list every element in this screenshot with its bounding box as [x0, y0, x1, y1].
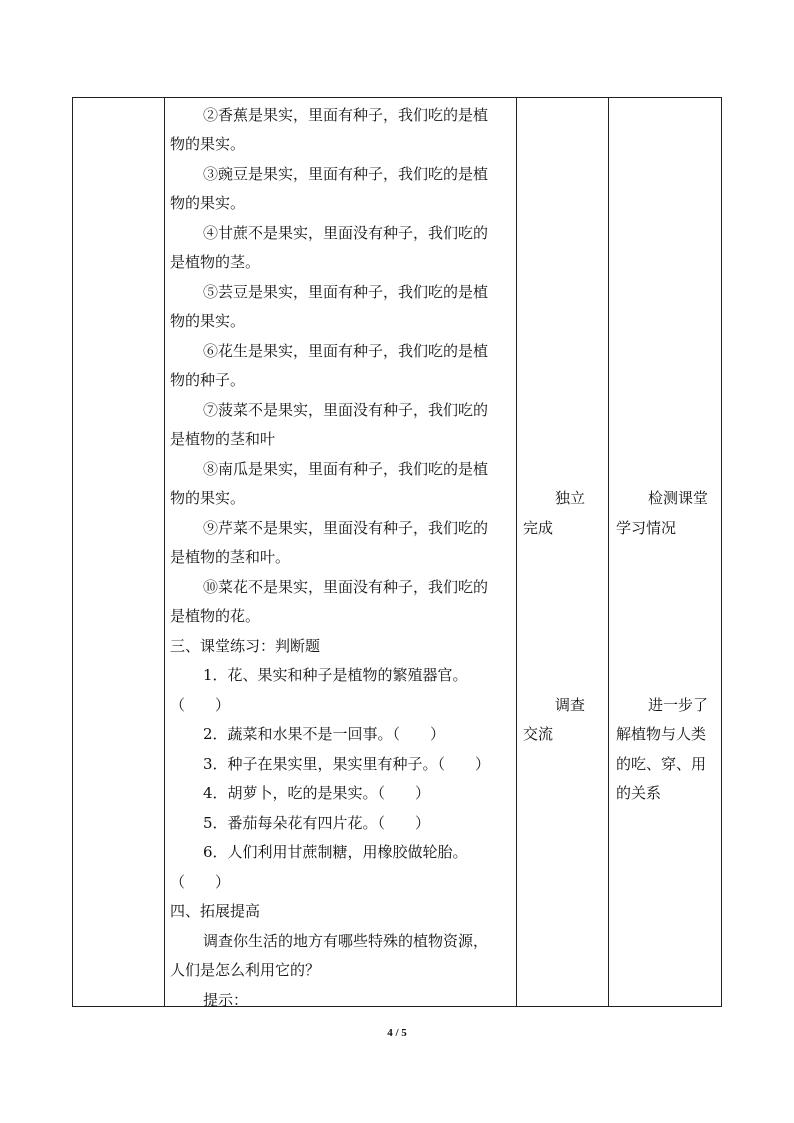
content-line: 人们是怎么利用它的？ [170, 961, 321, 979]
content-line: ③豌豆是果实，里面有种子，我们吃的是植 [203, 165, 489, 183]
content-line: 是植物的茎和叶 [170, 430, 276, 448]
content-line: ⑦菠菜不是果实，里面没有种子，我们吃的 [203, 401, 489, 419]
intent-text: 检测课堂 [648, 489, 709, 507]
content-line: 物的果实。 [170, 194, 246, 212]
intent-text: 解植物与人类 [616, 725, 707, 743]
exercise-blank: （ ） [170, 696, 231, 714]
content-line: ⑥花生是果实，里面有种子，我们吃的是植 [203, 342, 489, 360]
exercise-item: 3．种子在果实里，果实里有种子。（ ） [203, 755, 491, 773]
activity-text: 独立 [555, 489, 586, 507]
activity-text: 交流 [523, 725, 554, 743]
activity-text: 完成 [523, 519, 554, 537]
content-line: ⑧南瓜是果实，里面有种子，我们吃的是植 [203, 460, 489, 478]
section-heading: 四、拓展提高 [170, 902, 261, 920]
content-line: ②香蕉是果实，里面有种子，我们吃的是植 [203, 106, 489, 124]
exercise-item: 6．人们利用甘蔗制糖，用橡胶做轮胎。 [203, 843, 468, 861]
column-divider [164, 98, 165, 1006]
content-line: 物的种子。 [170, 371, 246, 389]
column-divider [608, 98, 609, 1006]
activity-text: 调查 [555, 696, 586, 714]
section-heading: 三、课堂练习：判断题 [170, 637, 321, 655]
content-line: 是植物的花。 [170, 607, 261, 625]
exercise-item: 1．花、果实和种子是植物的繁殖器官。 [203, 666, 468, 684]
exercise-item: 4．胡萝卜，吃的是果实。（ ） [203, 784, 431, 802]
content-line: 是植物的茎。 [170, 253, 261, 271]
content-line: ④甘蔗不是果实，里面没有种子，我们吃的 [203, 224, 489, 242]
exercise-item: 5．番茄每朵花有四片花。（ ） [203, 814, 431, 832]
intent-text: 的关系 [616, 784, 662, 802]
content-line: ⑨芹菜不是果实，里面没有种子，我们吃的 [203, 519, 489, 537]
content-line: 物的果实。 [170, 312, 246, 330]
column-divider [516, 98, 517, 1006]
content-line: 提示： [203, 991, 249, 1009]
content-line: 物的果实。 [170, 489, 246, 507]
content-line: 调查你生活的地方有哪些特殊的植物资源， [203, 932, 489, 950]
content-line: ⑤芸豆是果实，里面有种子，我们吃的是植 [203, 283, 489, 301]
intent-text: 进一步了 [648, 696, 709, 714]
content-line: 物的果实。 [170, 135, 246, 153]
content-line: 是植物的茎和叶。 [170, 548, 291, 566]
exercise-blank: （ ） [170, 873, 231, 891]
intent-text: 学习情况 [616, 519, 677, 537]
content-line: ⑩菜花不是果实，里面没有种子，我们吃的 [203, 578, 489, 596]
intent-text: 的吃、穿、用 [616, 755, 707, 773]
page-number: 4 / 5 [387, 1027, 407, 1039]
exercise-item: 2．蔬菜和水果不是一回事。（ ） [203, 725, 446, 743]
